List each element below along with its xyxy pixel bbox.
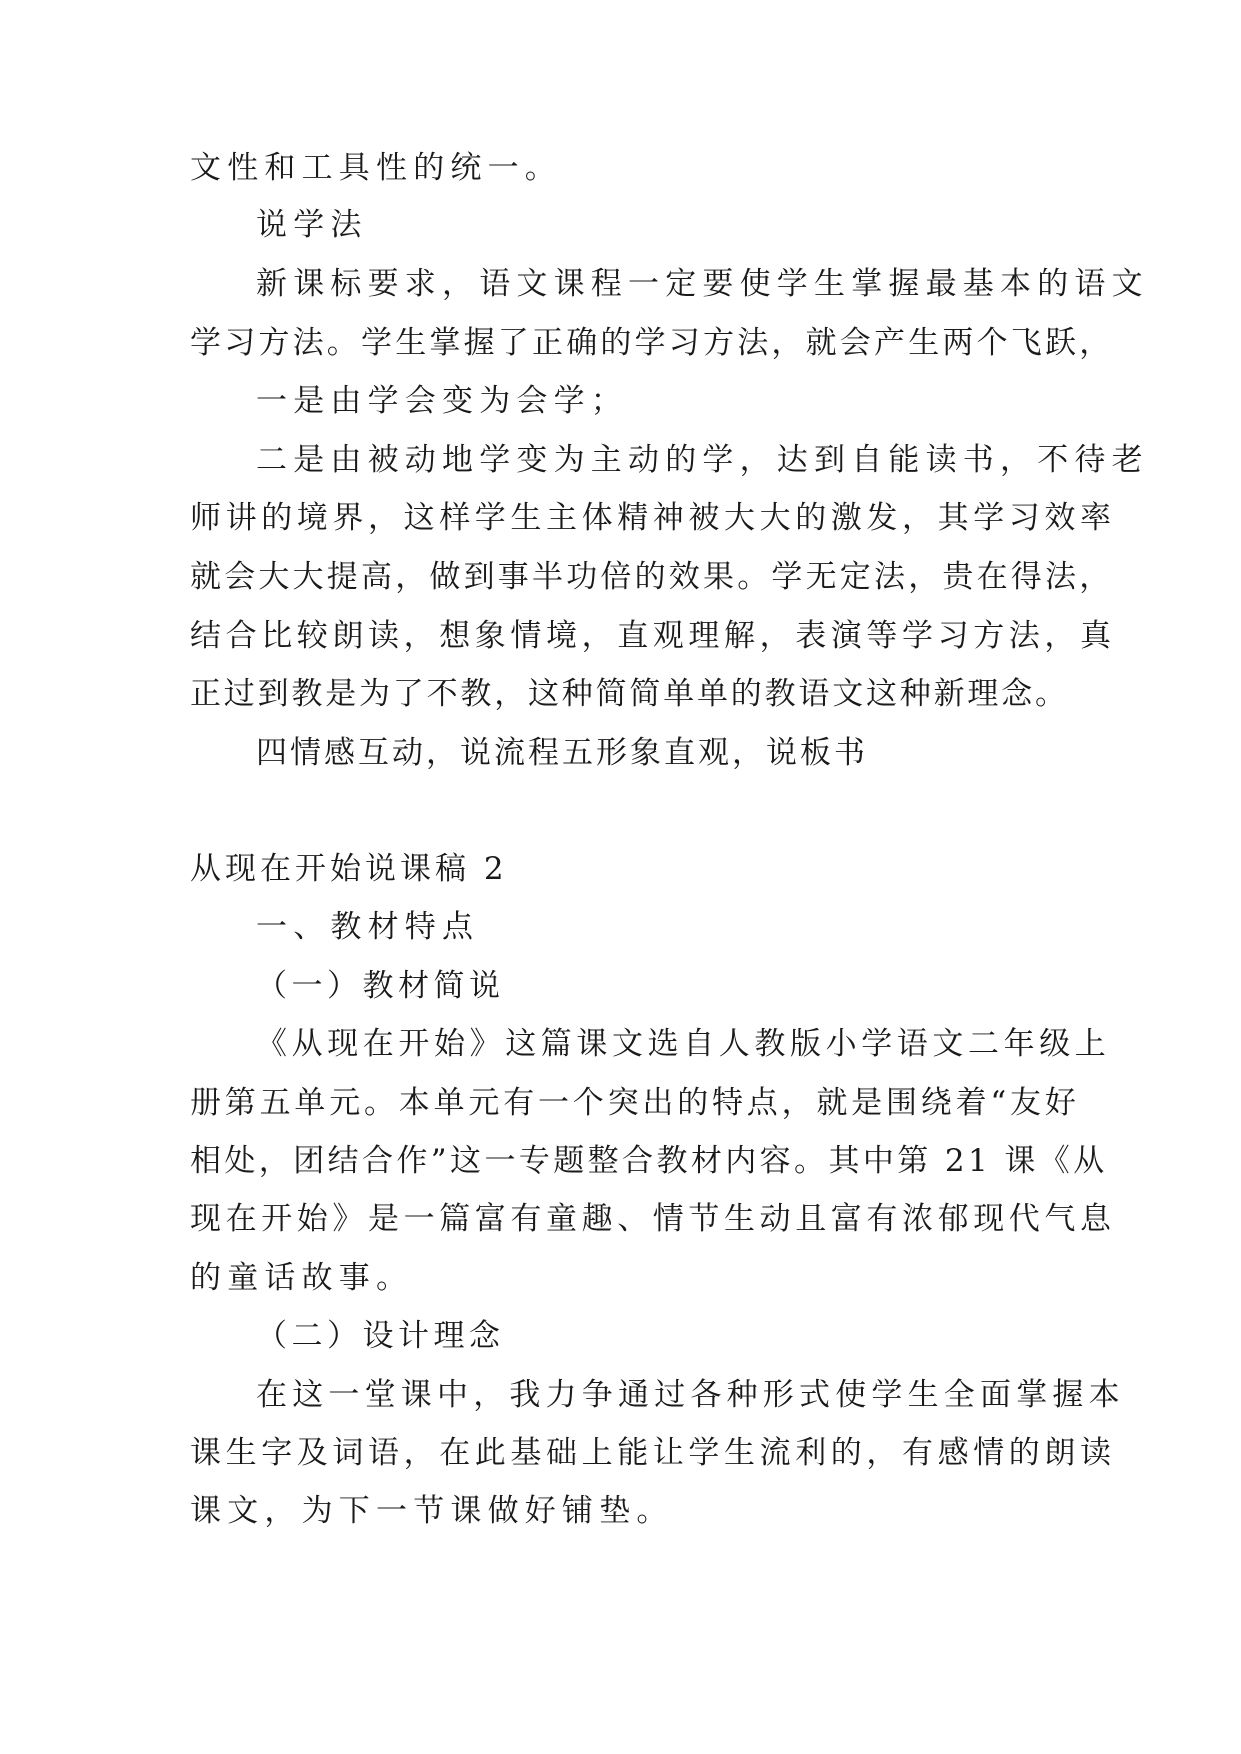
text-line: 课文，为下一节课做好铺垫。 xyxy=(190,1493,674,1529)
text-line: 一是由学会变为会学； xyxy=(256,383,628,419)
text-line: 新课标要求，语文课程一定要使学生掌握最基本的语文 xyxy=(256,266,1149,302)
text-line: 一、教材特点 xyxy=(256,909,480,945)
text-line: 师讲的境界，这样学生主体精神被大大的激发，其学习效率 xyxy=(190,500,1116,536)
text-line: 学习方法。学生掌握了正确的学习方法，就会产生两个飞跃， xyxy=(190,325,1114,361)
text-line: 册第五单元。本单元有一个突出的特点，就是围绕着“友好 xyxy=(190,1085,1080,1121)
text-line: 在这一堂课中，我力争通过各种形式使学生全面掌握本 xyxy=(256,1377,1125,1413)
text-line: 现在开始》是一篇富有童趣、情节生动且富有浓郁现代气息 xyxy=(190,1201,1116,1237)
text-line: 四情感互动，说流程五形象直观，说板书 xyxy=(256,735,868,771)
section-heading: 从现在开始说课稿 2 xyxy=(190,851,508,887)
text-line: 就会大大提高，做到事半功倍的效果。学无定法，贵在得法， xyxy=(190,559,1114,595)
text-line: 文性和工具性的统一。 xyxy=(190,150,562,186)
text-line: 说学法 xyxy=(256,207,368,243)
text-line: （二）设计理念 xyxy=(256,1318,505,1354)
text-line: 二是由被动地学变为主动的学，达到自能读书，不待老 xyxy=(256,442,1149,478)
text-line: 结合比较朗读，想象情境，直观理解，表演等学习方法，真 xyxy=(190,618,1116,654)
text-line: 课生字及词语，在此基础上能让学生流利的，有感情的朗读 xyxy=(190,1435,1116,1471)
text-line: 正过到教是为了不教，这种简简单单的教语文这种新理念。 xyxy=(190,676,1069,712)
text-line: 的童话故事。 xyxy=(190,1260,414,1296)
text-line: 相处，团结合作”这一专题整合教材内容。其中第 21 课《从 xyxy=(190,1143,1108,1179)
text-line: （一）教材简说 xyxy=(256,968,505,1004)
text-line: 《从现在开始》这篇课文选自人教版小学语文二年级上 xyxy=(256,1026,1111,1062)
